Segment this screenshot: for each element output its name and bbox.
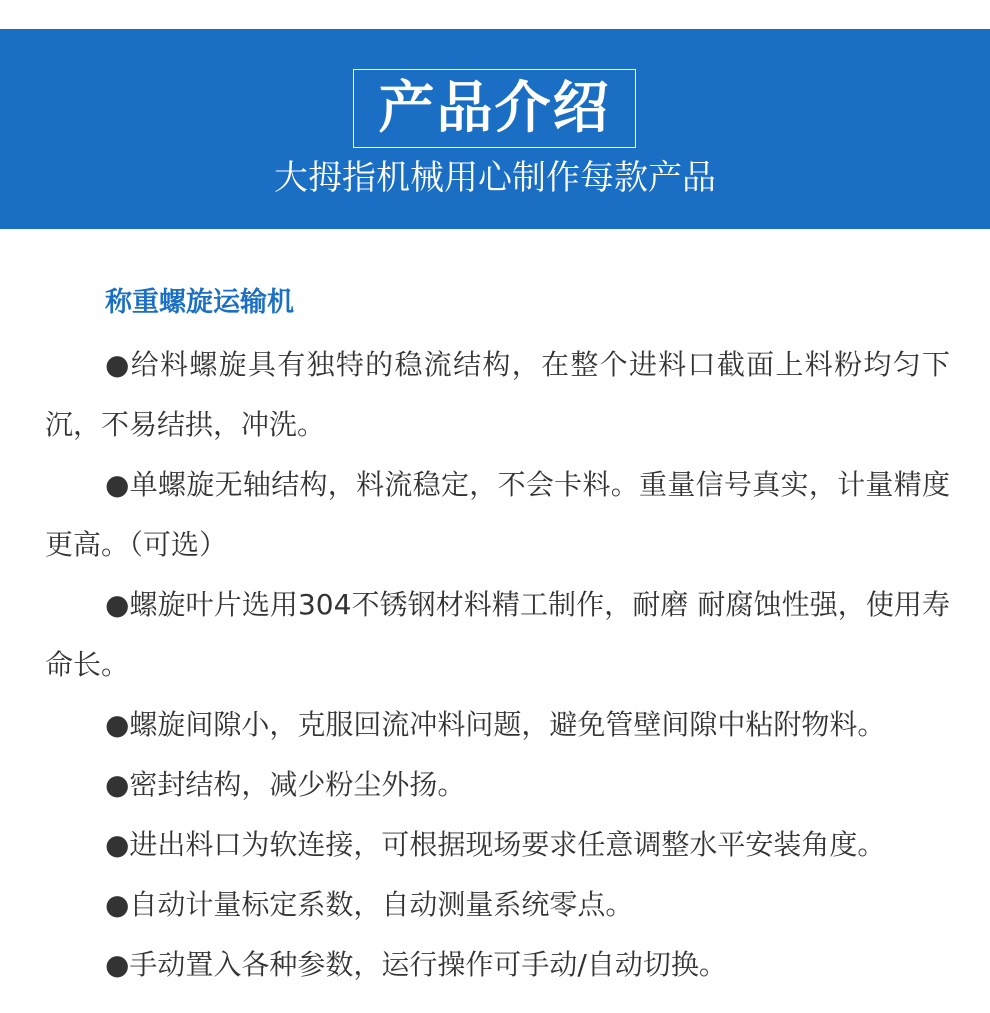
header-banner	[0, 29, 990, 229]
feature-item: ●螺旋间隙小，克服回流冲料问题，避免管壁间隙中粘附物料。	[105, 708, 886, 741]
feature-item: ●进出料口为软连接，可根据现场要求任意调整水平安装角度。	[105, 828, 886, 861]
page-title: 产品介绍	[378, 75, 611, 141]
section-heading: 称重螺旋运输机	[105, 287, 294, 318]
feature-item: ●给料螺旋具有独特的稳流结构，在整个进料口截面上料粉均匀下沉，不易结拱，冲洗。	[45, 348, 950, 441]
title-frame	[353, 69, 636, 148]
feature-list	[45, 335, 950, 995]
feature-item: ●自动计量标定系数，自动测量系统零点。	[105, 888, 634, 921]
feature-item: ●单螺旋无轴结构，料流稳定，不会卡料。重量信号真实，计量精度更高。（可选）	[45, 468, 950, 561]
feature-item: ●螺旋叶片选用304不锈钢材料精工制作，耐磨 耐腐蚀性强，使用寿命长。	[45, 588, 950, 681]
page-subtitle: 大拇指机械用心制作每款产品	[274, 158, 716, 198]
feature-item: ●手动置入各种参数，运行操作可手动/自动切换。	[105, 948, 727, 981]
feature-item: ●密封结构，减少粉尘外扬。	[105, 768, 466, 801]
